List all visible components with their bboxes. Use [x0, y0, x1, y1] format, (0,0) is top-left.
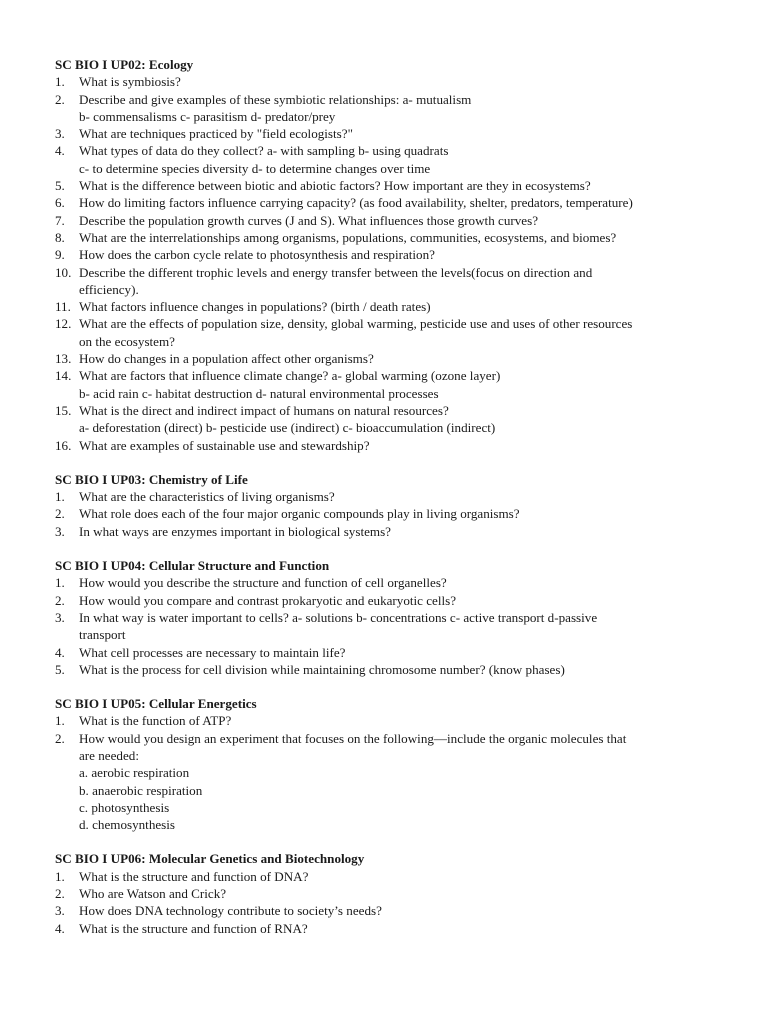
question-item — [55, 142, 728, 177]
question-item — [55, 920, 728, 937]
question-text: c- to determine species diversity d- to determine changes over time — [79, 160, 431, 176]
question-text: a. aerobic respiration — [79, 765, 190, 781]
question-number: 1. — [55, 489, 65, 505]
question-item — [55, 523, 728, 540]
question-list — [55, 574, 728, 678]
question-text: How would you describe the structure and function of cell organelles? — [79, 575, 447, 591]
question-item — [55, 505, 728, 522]
question-text: What factors influence changes in populations? (birth / death rates) — [79, 299, 431, 315]
question-item — [55, 177, 728, 194]
question-text: In what way is water important to cells? a- solutions b- concentrations c- active transport d-passive — [79, 609, 598, 625]
question-text: What cell processes are necessary to maintain life? — [79, 644, 346, 660]
question-text: How would you design an experiment that focuses on the following—include the organic molecules that — [79, 730, 627, 746]
question-text: What is the structure and function of RNA? — [79, 920, 308, 936]
question-number: 12. — [55, 316, 72, 332]
question-text: b- acid rain c- habitat destruction d- natural environmental processes — [79, 385, 439, 401]
section-heading: SC BIO I UP05: Cellular Energetics — [55, 696, 257, 712]
question-item — [55, 868, 728, 885]
question-text: What are examples of sustainable use and stewardship? — [79, 437, 370, 453]
question-number: 15. — [55, 402, 72, 418]
question-text: How do limiting factors influence carrying capacity? (as food availability, shelter, predators, temperature) — [79, 195, 633, 211]
question-number: 9. — [55, 247, 65, 263]
question-item — [55, 661, 728, 678]
section-heading: SC BIO I UP04: Cellular Structure and Function — [55, 558, 330, 574]
question-item — [55, 73, 728, 90]
question-text: b. anaerobic respiration — [79, 782, 203, 798]
question-item — [55, 264, 728, 299]
question-number: 1. — [55, 575, 65, 591]
question-number: 14. — [55, 368, 72, 384]
question-text: transport — [79, 627, 126, 643]
question-text: Who are Watson and Crick? — [79, 886, 227, 902]
study-section — [55, 850, 728, 936]
question-text: Describe the different trophic levels and energy transfer between the levels(focus on direction and — [79, 264, 593, 280]
question-list — [55, 868, 728, 937]
question-item — [55, 350, 728, 367]
question-text: What is the direct and indirect impact of humans on natural resources? — [79, 402, 449, 418]
question-text: What is the function of ATP? — [79, 713, 232, 729]
question-text: are needed: — [79, 747, 139, 763]
question-number: 10. — [55, 264, 72, 280]
question-number: 3. — [55, 903, 65, 919]
question-text: a- deforestation (direct) b- pesticide use (indirect) c- bioaccumulation (indirect) — [79, 420, 496, 436]
question-text: In what ways are enzymes important in biological systems? — [79, 523, 391, 539]
question-item — [55, 574, 728, 591]
question-number: 2. — [55, 506, 65, 522]
question-item — [55, 91, 728, 126]
question-number: 4. — [55, 920, 65, 936]
question-list — [55, 73, 728, 454]
question-number: 2. — [55, 730, 65, 746]
question-number: 8. — [55, 229, 65, 245]
question-text: What are the characteristics of living organisms? — [79, 489, 335, 505]
question-number: 16. — [55, 437, 72, 453]
question-item — [55, 902, 728, 919]
question-number: 3. — [55, 523, 65, 539]
question-text: efficiency). — [79, 281, 139, 297]
question-item — [55, 125, 728, 142]
question-number: 11. — [55, 299, 71, 315]
question-list — [55, 712, 728, 833]
question-item — [55, 609, 728, 644]
question-text: What are the effects of population size, density, global warming, pesticide use and uses of other resources — [79, 316, 633, 332]
question-number: 3. — [55, 126, 65, 142]
question-item — [55, 229, 728, 246]
question-item — [55, 644, 728, 661]
question-text: Describe the population growth curves (J and S). What influences those growth curves? — [79, 212, 539, 228]
question-item — [55, 437, 728, 454]
question-number: 4. — [55, 644, 65, 660]
question-number: 2. — [55, 592, 65, 608]
question-text: What is the process for cell division while maintaining chromosome number? (know phases) — [79, 661, 565, 677]
question-item — [55, 488, 728, 505]
question-item — [55, 315, 728, 350]
study-section — [55, 56, 728, 454]
question-text: What are factors that influence climate change? a- global warming (ozone layer) — [79, 368, 501, 384]
question-number: 5. — [55, 178, 65, 194]
question-text: What is symbiosis? — [79, 74, 181, 90]
question-item — [55, 212, 728, 229]
question-number: 7. — [55, 212, 65, 228]
question-number: 1. — [55, 868, 65, 884]
question-item — [55, 712, 728, 729]
question-text: What are techniques practiced by "field ecologists?" — [79, 126, 353, 142]
question-text: What role does each of the four major organic compounds play in living organisms? — [79, 506, 520, 522]
question-number: 6. — [55, 195, 65, 211]
question-text: What is the difference between biotic and abiotic factors? How important are they in ecosystems? — [79, 178, 591, 194]
question-text: How would you compare and contrast prokaryotic and eukaryotic cells? — [79, 592, 457, 608]
question-item — [55, 885, 728, 902]
question-number: 13. — [55, 351, 72, 367]
question-number: 1. — [55, 74, 65, 90]
section-heading: SC BIO I UP02: Ecology — [55, 57, 194, 72]
question-number: 4. — [55, 143, 65, 159]
question-number: 3. — [55, 609, 65, 625]
study-section — [55, 695, 728, 833]
question-text: on the ecosystem? — [79, 333, 175, 349]
question-text: What types of data do they collect? a- with sampling b- using quadrats — [79, 143, 449, 159]
section-heading: SC BIO I UP06: Molecular Genetics and Biotechnology — [55, 851, 365, 867]
question-text: Describe and give examples of these symbiotic relationships: a- mutualism — [79, 91, 472, 107]
question-list — [55, 488, 728, 540]
question-item — [55, 194, 728, 211]
question-number: 1. — [55, 713, 65, 729]
question-text: d. chemosynthesis — [79, 817, 176, 833]
question-text: How does DNA technology contribute to society’s needs? — [79, 903, 382, 919]
question-item — [55, 592, 728, 609]
question-number: 5. — [55, 661, 65, 677]
question-number: 2. — [55, 91, 65, 107]
question-text: What are the interrelationships among organisms, populations, communities, ecosystems, and biomes? — [79, 229, 617, 245]
question-item — [55, 402, 728, 437]
question-text: How do changes in a population affect other organisms? — [79, 351, 374, 367]
question-text: What is the structure and function of DNA? — [79, 868, 309, 884]
question-item — [55, 298, 728, 315]
question-number: 2. — [55, 886, 65, 902]
question-text: b- commensalisms c- parasitism d- predator/prey — [79, 108, 336, 124]
question-item — [55, 367, 728, 402]
study-section — [55, 557, 728, 678]
question-text: c. photosynthesis — [79, 799, 170, 815]
question-item — [55, 730, 728, 834]
question-item — [55, 246, 728, 263]
question-text: How does the carbon cycle relate to photosynthesis and respiration? — [79, 247, 435, 263]
section-heading: SC BIO I UP03: Chemistry of Life — [55, 471, 248, 487]
study-section — [55, 471, 728, 540]
